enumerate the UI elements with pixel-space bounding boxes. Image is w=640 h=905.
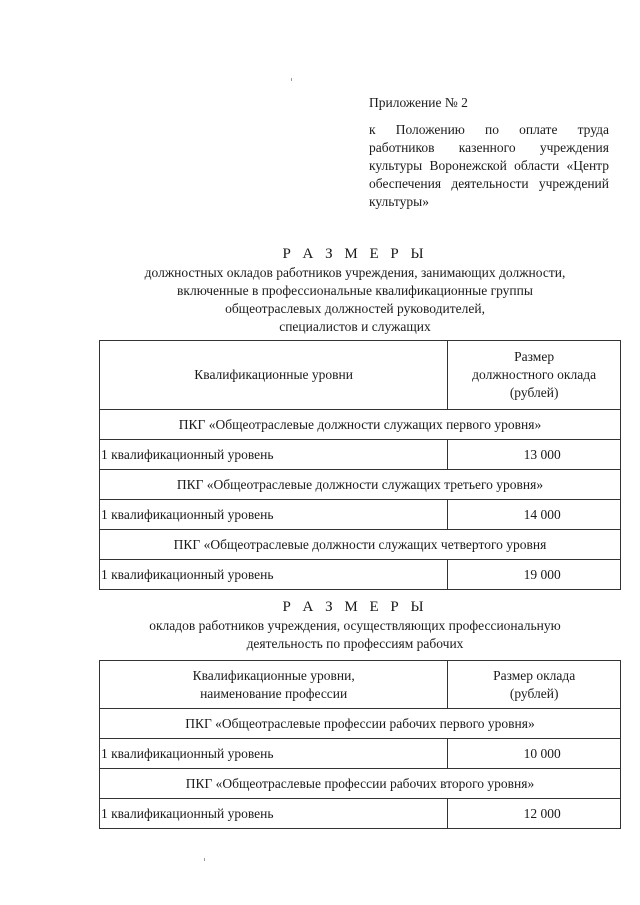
group-name: ПКГ «Общеотраслевые должности служащих первого уровня» [100, 410, 621, 440]
table-row [100, 739, 621, 769]
table-row [100, 440, 621, 470]
table-row [100, 799, 621, 829]
header-salary-size [448, 661, 621, 709]
appendix-text: к Положению по оплате труда работников казенного учреждения культуры Воронежской области «Центр обеспечения деятельности учреждений культуры» [369, 122, 609, 209]
header-line: наименование профессии [200, 685, 348, 701]
level-cell: 1 квалификационный уровень [100, 560, 448, 590]
section1-subtitle-line: специалистов и служащих [279, 319, 431, 334]
header-line: (рублей) [509, 685, 559, 701]
value-cell: 19 000 [448, 560, 621, 590]
table-group-row [100, 410, 621, 440]
level-cell: 1 квалификационный уровень [100, 799, 448, 829]
value-cell: 10 000 [448, 739, 621, 769]
header-line: Размер [514, 349, 555, 364]
value-cell: 13 000 [448, 440, 621, 470]
table-row [100, 500, 621, 530]
table-group-row [100, 709, 621, 739]
section2-heading [95, 597, 615, 653]
table-row [100, 560, 621, 590]
appendix-title: Приложение № 2 [369, 95, 468, 110]
level-cell: 1 квалификационный уровень [100, 500, 448, 530]
level-cell: 1 квалификационный уровень [100, 440, 448, 470]
table-header-row [100, 661, 621, 709]
section1-heading [95, 244, 615, 336]
section2-subtitle-line: окладов работников учреждения, осуществляющих профессиональную [149, 618, 561, 633]
group-name: ПКГ «Общеотраслевые профессии рабочих второго уровня» [100, 769, 621, 799]
appendix-note [369, 94, 609, 211]
section1-subtitle-line: общеотраслевых должностей руководителей, [225, 301, 485, 316]
value-cell: 14 000 [448, 500, 621, 530]
header-salary-size [448, 341, 621, 410]
section1-subtitle-line: должностных окладов работников учреждения, занимающих должности, [144, 265, 566, 280]
level-cell: 1 квалификационный уровень [100, 739, 448, 769]
header-line: Квалификационные уровни, [192, 667, 355, 683]
table-group-row [100, 530, 621, 560]
scan-speck [204, 858, 205, 861]
section2-title: Р А З М Е Р Ы [282, 599, 428, 615]
group-name: ПКГ «Общеотраслевые должности служащих третьего уровня» [100, 470, 621, 500]
header-qualification-levels: Квалификационные уровни [100, 341, 448, 410]
table-group-row [100, 769, 621, 799]
salary-table-positions [99, 340, 621, 590]
header-line: должностного оклада [472, 367, 597, 382]
group-name: ПКГ «Общеотраслевые должности служащих четвертого уровня [100, 530, 621, 560]
header-line: Размер оклада [493, 667, 576, 683]
salary-table-workers [99, 660, 621, 829]
group-name: ПКГ «Общеотраслевые профессии рабочих первого уровня» [100, 709, 621, 739]
table-group-row [100, 470, 621, 500]
section2-subtitle-line: деятельность по профессиям рабочих [246, 636, 464, 651]
header-line: (рублей) [509, 385, 559, 400]
table-header-row [100, 341, 621, 410]
section1-title: Р А З М Е Р Ы [282, 246, 428, 262]
scan-speck [291, 78, 292, 81]
header-qualification-levels [100, 661, 448, 709]
section1-subtitle-line: включенные в профессиональные квалификационные группы [177, 283, 533, 298]
value-cell: 12 000 [448, 799, 621, 829]
